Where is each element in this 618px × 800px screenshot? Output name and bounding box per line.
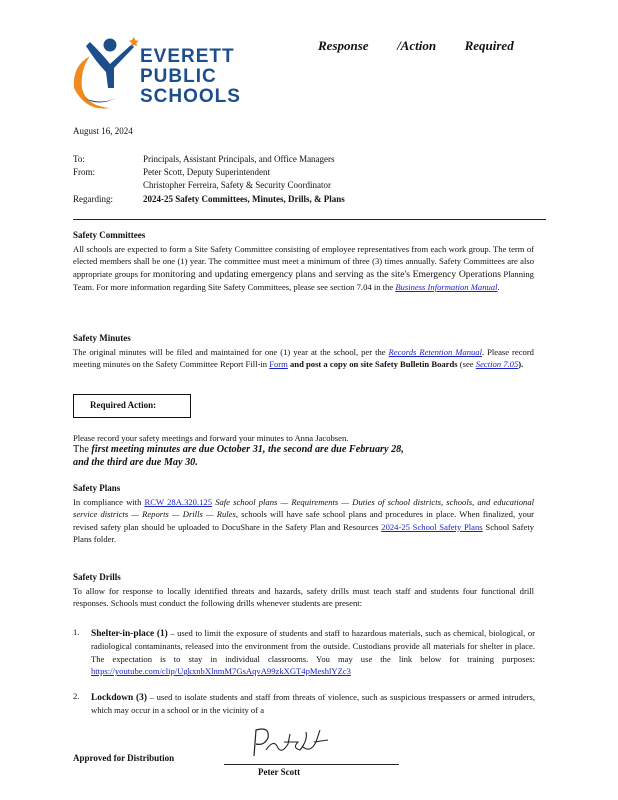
approved-for-distribution-label: Approved for Distribution [73,753,175,763]
record-minutes-text: Please record your safety meetings and forward your minutes to Anna Jacobsen. The first meeting minutes are due October 31, the second are due February 28, and the third are due May 30. [73,432,534,470]
records-retention-manual-link[interactable]: Records Retention Manual [388,347,482,357]
safety-plans-text: In compliance with RCW 28A.320.125 Safe school plans — Requirements — Duties of school districts, schools, and educational service districts — Reports — Drills — Rules, schools will have safe school plans and procedures in place. When finalized, your revised safety plan should be uploaded to DocuShare in the Safety Plan and Resources 2024-25 School Safety Plans School Safety Plans folder. [73,497,535,545]
safety-committees-heading: Safety Committees [73,230,146,240]
from-value-2: Christopher Ferreira, Safety & Security Coordinator [143,180,331,190]
drill-item-2-number: 2. [73,691,80,701]
shelter-in-place-title: Shelter-in-place (1) [91,629,168,639]
business-information-manual-link[interactable]: Business Information Manual [395,282,498,293]
regarding-value: 2024-25 Safety Committees, Minutes, Drills, & Plans [143,194,345,204]
minutes-post-copy: and post a copy on site Safety Bulletin Boards [290,359,458,370]
signature-image [244,724,334,762]
title-action: /Action [397,38,437,53]
committees-text-2: monitoring and updating emergency plans and serving as the site's Emergency Operations [152,268,501,280]
record-text-1: Please record your safety meetings and forward your minutes to Anna Jacobsen. [73,433,349,443]
document-title [318,38,514,54]
rcw-title: Safe school plans — Requirements — Duties of school districts, schools, and educational service districts — Reports — Drills — Rules [73,497,535,520]
memo-date: August 16, 2024 [73,126,133,136]
title-response: Response [318,38,369,53]
minutes-due-final: and the third are due May 30. [73,457,198,468]
header-divider [73,219,546,220]
section-705-link[interactable]: Section 7.05 [475,359,519,370]
committees-text-3: Planning Team. For more information regarding Site Safety Committees, please see section 7.04 in the [73,268,534,293]
drill-item-lockdown: Lockdown (3) – used to isolate students and staff from threats of violence, such as suspicious trespassers or armed intruders, which may occur in a school or in the vicinity of a [91,692,536,716]
title-required: Required [464,38,514,53]
safety-committee-report-form-link[interactable]: Form [269,359,288,370]
school-safety-plans-link[interactable]: 2024-25 School Safety Plans [381,521,483,532]
handwritten-signature [244,724,334,762]
rcw-link[interactable]: RCW 28A.320.125 [144,497,213,507]
safety-minutes-text: The original minutes will be filed and maintained for one (1) year at the school, per the Records Retention Manual. Please record meeting minutes on the Safety Committee Report Fill-in Form and post a copy on site Safety Bulletin Boards (see Section 7.05). [73,347,534,370]
person-swoosh-icon [70,36,142,112]
shelter-training-video-link[interactable]: https://youtube.com/clip/UgkxnbXlnmM7GsAqvA99zkXGT4pMeshlYZc3 [91,666,351,677]
district-logo [70,36,250,112]
lockdown-title: Lockdown (3) [91,693,147,703]
safety-committees-text: All schools are expected to form a Site Safety Committee consisting of employee representatives from each work group. The term of elected members shall be one (1) year. The committee must meet a minimum of three (3) times annually. Safety Committees are also appropriate groups for monitoring and updating emergency plans and serving as the site's Emergency Operations Planning Team. For more information regarding Site Safety Committees, please see section 7.04 in the Business Information Manual. [73,244,534,293]
to-value: Principals, Assistant Principals, and Office Managers [143,154,335,164]
drill-item-1-number: 1. [73,627,80,637]
to-label: To: [73,154,85,164]
safety-plans-heading: Safety Plans [73,483,121,493]
safety-drills-intro: To allow for response to locally identified threats and hazards, safety drills must teach staff and students four functional drill responses. Schools must conduct the following drills whenever students are present: [73,586,534,609]
required-action-box [73,394,191,418]
from-value-1: Peter Scott, Deputy Superintendent [143,167,270,177]
minutes-due-dates: first meeting minutes are due October 31, the second are due February 28, [91,444,404,456]
minutes-text-1: The original minutes will be filed and maintained for one (1) year at the school, per the [73,347,386,357]
from-label: From: [73,167,96,177]
signature-line [224,764,399,765]
logo-text-everett: EVERETT [140,46,235,67]
committees-text-1: All schools are expected to form a Site Safety Committee consisting of employee representatives from each work group. The term of elected members shall be one (1) year. The committee must meet a minimum of three (3) times annually. Safety Committees are also appropriate groups for [73,244,534,279]
signer-name: Peter Scott [258,767,301,777]
logo-text-public: PUBLIC [140,66,217,87]
safety-minutes-heading: Safety Minutes [73,333,131,343]
drill-item-shelter: Shelter-in-place (1) – used to limit the exposure of students and staff to hazardous materials, such as chemical, biological, or radiological contaminants, released into the environment from the outside. Custodians provide all materials for shelter in place. The expectation is to stay in individual classrooms. You may use the link below for training purposes: https://youtube.com/clip/UgkxnbXlnmM7GsAqvA99zkXGT4pMeshlYZc3 [91,628,535,677]
logo-text-schools: SCHOOLS [140,86,241,107]
required-action-label: Required Action: [90,400,157,410]
regarding-label: Regarding: [73,194,113,204]
safety-drills-heading: Safety Drills [73,572,121,582]
